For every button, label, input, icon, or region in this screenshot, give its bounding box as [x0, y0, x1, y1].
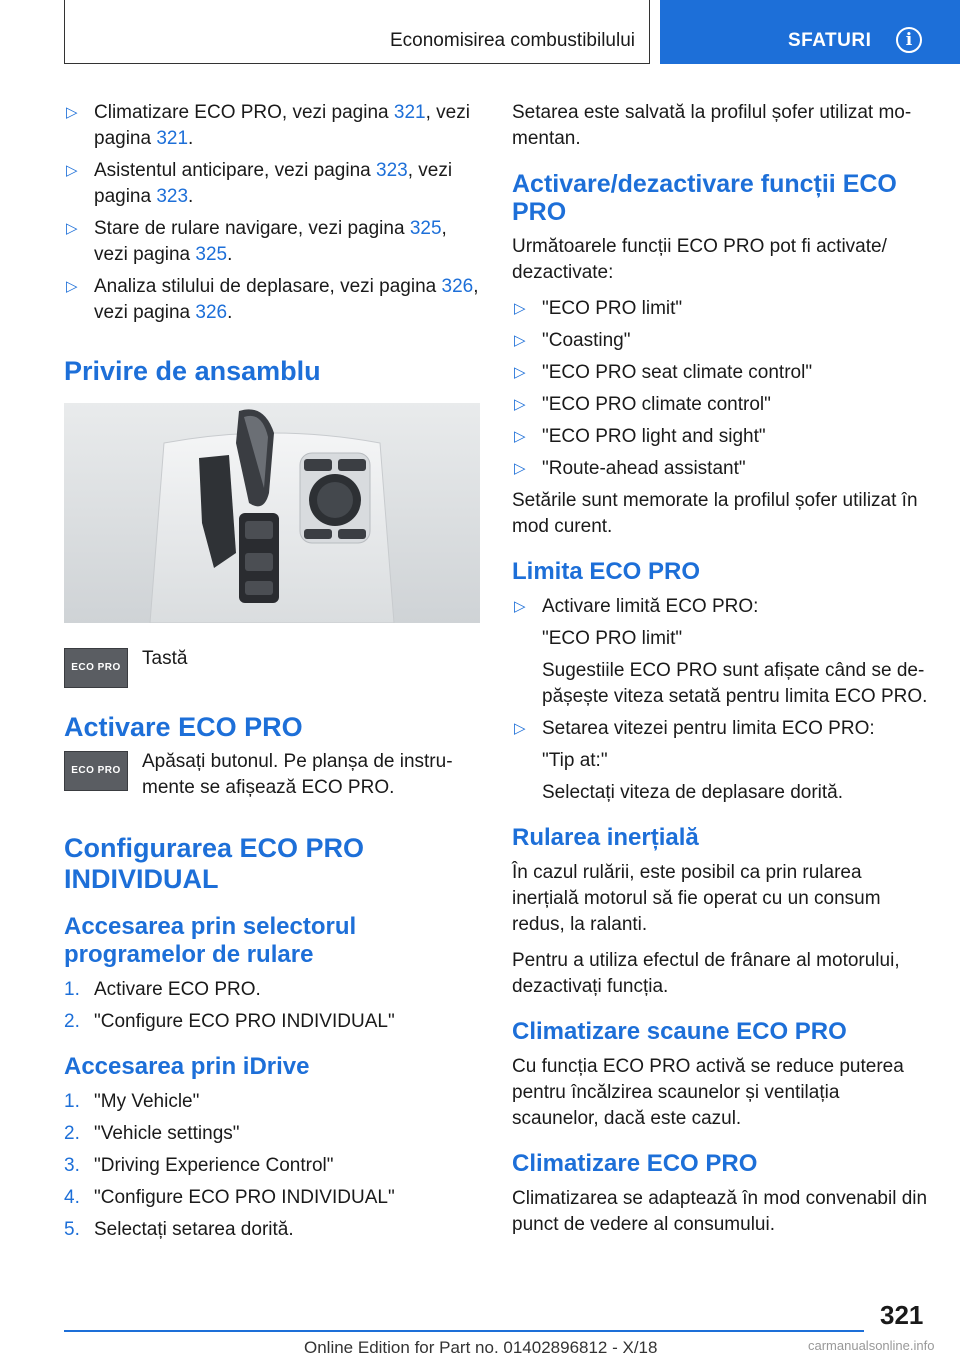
- eco-pro-key-row: [64, 648, 480, 690]
- step-item: [64, 1185, 480, 1211]
- climate-text: Climatizarea se adaptează în mod convenabil din punct de vedere al consumului.: [512, 1188, 928, 1235]
- bullet-text-mid: , vezi pagina: [94, 218, 447, 265]
- bullet-text-end: .: [227, 244, 233, 265]
- heading-activate: Activare ECO PRO: [64, 712, 303, 742]
- bullet-text-end: .: [188, 186, 194, 207]
- step-number: 4.: [64, 1187, 80, 1208]
- step-item: [64, 1009, 480, 1035]
- limit-item: [512, 716, 928, 806]
- bullet-triangle-icon: ▷: [66, 104, 78, 121]
- step-text: "Configure ECO PRO INDIVIDUAL": [94, 1011, 395, 1032]
- bullet-text: Climatizare ECO PRO, vezi pagina: [94, 102, 394, 123]
- bullet-triangle-icon: ▷: [514, 428, 526, 445]
- step-item: [64, 1153, 480, 1179]
- step-number: 1.: [64, 1091, 80, 1112]
- step-text: "Configure ECO PRO INDIVIDUAL": [94, 1187, 395, 1208]
- page-link[interactable]: 321: [393, 102, 426, 123]
- heading-selector: Accesarea prin selectorul programelor de rulare: [64, 913, 357, 968]
- idrive-step-list: [64, 1089, 480, 1243]
- limit-item-text: Setarea vitezei pentru limita ECO PRO:: [542, 718, 875, 739]
- heading-limit: Limita ECO PRO: [512, 558, 701, 585]
- page-link[interactable]: 325: [409, 218, 442, 239]
- step-text: Selectați setarea dorită.: [94, 1219, 294, 1240]
- heading-climate: Climatizare ECO PRO: [512, 1150, 758, 1177]
- function-name: "ECO PRO seat climate control": [542, 362, 813, 383]
- page-link[interactable]: 323: [376, 160, 408, 181]
- function-item: [512, 360, 928, 386]
- header-tips-box: [660, 0, 960, 64]
- limit-list: [512, 594, 928, 806]
- function-name: "Coasting": [542, 330, 631, 351]
- reference-bullet: [64, 216, 480, 268]
- page-link[interactable]: 323: [156, 186, 189, 207]
- functions-intro: Următoarele funcții ECO PRO pot fi activate/ dezactivate:: [512, 236, 887, 283]
- left-column: [64, 100, 480, 1249]
- functions-note: Setările sunt memorate la profilul șofer utilizat în mod curent.: [512, 490, 918, 537]
- page-link[interactable]: 326: [441, 276, 474, 297]
- eco-pro-key-image: ECO PRO: [64, 648, 128, 688]
- bullet-text-end: .: [188, 128, 194, 149]
- reference-bullet: [64, 158, 480, 210]
- bullet-text: Analiza stilului de deplasare, vezi pagina: [94, 276, 442, 297]
- activate-text: Apăsați butonul. Pe planșa de instrumente se afișează ECO PRO.: [142, 751, 453, 798]
- heading-coasting: Rularea inerțială: [512, 824, 699, 851]
- limit-item-text: Activare limită ECO PRO:: [542, 596, 759, 617]
- seat-climate-text: Cu funcția ECO PRO activă se reduce puterea pentru încălzirea scaunelor și ventilația scaunelor, dacă este cazul.: [512, 1056, 904, 1129]
- step-number: 3.: [64, 1155, 80, 1176]
- bullet-triangle-icon: ▷: [66, 278, 78, 295]
- key-caption: Tastă: [142, 648, 188, 669]
- heading-functions: Activare/dezactivare funcții ECO PRO: [512, 170, 897, 226]
- bullet-text-end: .: [227, 302, 233, 323]
- chapter-title: Economisirea combustibilului: [390, 30, 635, 51]
- bullet-triangle-icon: ▷: [514, 460, 526, 477]
- tips-label: SFATURI: [788, 30, 872, 51]
- function-item: [512, 456, 928, 482]
- reference-bullet-list: [64, 100, 480, 326]
- header-title-box: [64, 0, 650, 64]
- heading-overview: Privire de ansamblu: [64, 356, 321, 386]
- activate-row: [64, 751, 480, 809]
- page-link[interactable]: 326: [195, 302, 228, 323]
- heading-idrive: Accesarea prin iDrive: [64, 1053, 310, 1080]
- function-name: "ECO PRO limit": [542, 298, 683, 319]
- heading-config: Configurarea ECO PRO INDIVIDUAL: [64, 833, 365, 894]
- bullet-text-mid: , vezi pagina: [94, 102, 470, 149]
- step-number: 5.: [64, 1219, 80, 1240]
- bullet-text-mid: , vezi pagina: [94, 276, 479, 323]
- bullet-triangle-icon: ▷: [514, 364, 526, 381]
- bullet-triangle-icon: ▷: [514, 598, 526, 615]
- step-number: 1.: [64, 979, 80, 1000]
- step-item: [64, 1217, 480, 1243]
- step-text: "Driving Experience Control": [94, 1155, 334, 1176]
- limit-item-menu: "Tip at:": [542, 750, 608, 771]
- step-number: 2.: [64, 1123, 80, 1144]
- function-name: "Route-ahead assistant": [542, 458, 746, 479]
- eco-pro-key-image-2: ECO PRO: [64, 751, 128, 791]
- function-item: [512, 296, 928, 322]
- page-link[interactable]: 325: [195, 244, 228, 265]
- function-name: "ECO PRO climate control": [542, 394, 771, 415]
- function-list: [512, 296, 928, 482]
- limit-item: [512, 594, 928, 710]
- footer-divider: [64, 1330, 864, 1332]
- selector-step-list: [64, 977, 480, 1035]
- coasting-text-2: Pentru a utiliza efectul de frânare al motorului, dezactivați funcția.: [512, 950, 900, 997]
- intro-text: Setarea este salvată la profilul șofer utilizat momentan.: [512, 102, 912, 149]
- function-item: [512, 392, 928, 418]
- function-item: [512, 328, 928, 354]
- bullet-text: Stare de rulare navigare, vezi pagina: [94, 218, 410, 239]
- watermark: carmanualsonline.info: [808, 1338, 935, 1353]
- step-number: 2.: [64, 1011, 80, 1032]
- bullet-triangle-icon: ▷: [514, 300, 526, 317]
- bullet-triangle-icon: ▷: [66, 162, 78, 179]
- limit-item-menu: "ECO PRO limit": [542, 628, 683, 649]
- coasting-text-1: În cazul rulării, este posibil ca prin rularea inerțială motorul să fie operat cu un consum redus, la ralanti.: [512, 862, 881, 935]
- page-link[interactable]: 321: [156, 128, 189, 149]
- function-name: "ECO PRO light and sight": [542, 426, 766, 447]
- function-item: [512, 424, 928, 450]
- bullet-text-mid: , vezi pagina: [94, 160, 453, 207]
- heading-seat-climate: Climatizare scaune ECO PRO: [512, 1018, 847, 1045]
- step-text: "Vehicle settings": [94, 1123, 240, 1144]
- reference-bullet: [64, 100, 480, 152]
- step-item: [64, 1089, 480, 1115]
- bullet-triangle-icon: ▷: [514, 720, 526, 737]
- step-item: [64, 1121, 480, 1147]
- limit-item-detail: Sugestiile ECO PRO sunt afișate când se depășește viteza setată pentru limita ECO PRO.: [542, 660, 928, 707]
- bullet-text: Asistentul anticipare, vezi pagina: [94, 160, 376, 181]
- page-number: 321: [880, 1300, 924, 1330]
- edition-text: Online Edition for Part no. 01402896812 - X/18: [304, 1338, 658, 1357]
- bullet-triangle-icon: ▷: [66, 220, 78, 237]
- step-item: [64, 977, 480, 1003]
- info-icon: i: [896, 27, 922, 53]
- bullet-triangle-icon: ▷: [514, 396, 526, 413]
- reference-bullet: [64, 274, 480, 326]
- right-column: [512, 100, 928, 1248]
- limit-item-detail: Selectați viteza de deplasare dorită.: [542, 782, 844, 803]
- bullet-triangle-icon: ▷: [514, 332, 526, 349]
- gear-selector-photo: [64, 403, 480, 623]
- step-text: "My Vehicle": [94, 1091, 200, 1112]
- step-text: Activare ECO PRO.: [94, 979, 261, 1000]
